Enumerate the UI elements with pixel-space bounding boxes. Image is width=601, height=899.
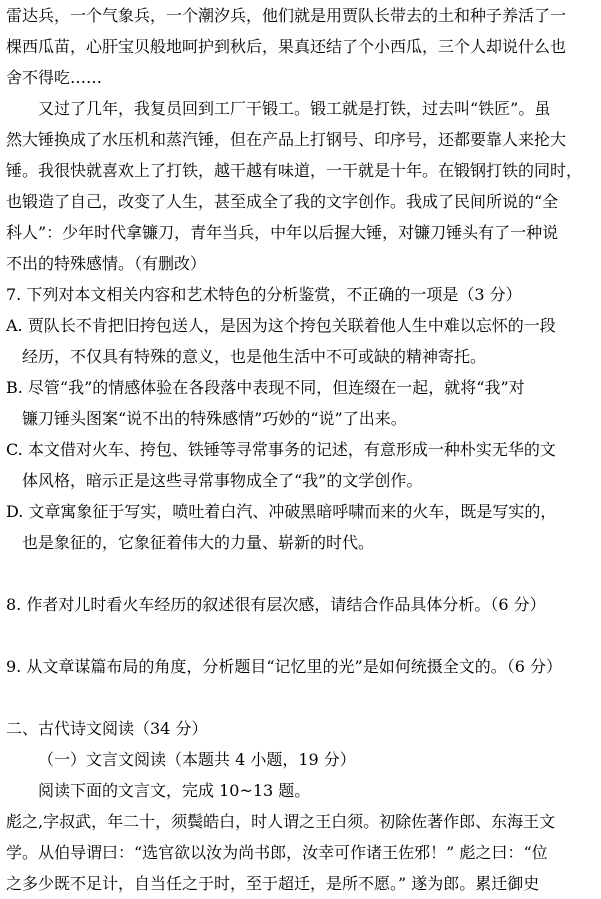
option-b-continued: 镰刀锤头图案“说不出的特殊感情”巧妙的“说”了出来。 [22, 409, 407, 428]
option-a-continued: 经历，不仅具有特殊的意义，也是他生活中不可或缺的精神寄托。 [22, 347, 487, 366]
subsection-heading: （一）文言文阅读（本题共 4 小题，19 分） [38, 750, 356, 769]
section-heading: 二、古代诗文阅读（34 分） [6, 719, 208, 738]
question-8: 8. 作者对儿时看火车经历的叙述很有层次感，请结合作品具体分析。（6 分） [6, 595, 546, 614]
text-line: 舍不得吃…… [6, 68, 103, 87]
question-7: 7. 下列对本文相关内容和艺术特色的分析鉴赏，不正确的一项是（3 分） [6, 285, 522, 304]
classical-text-line: 学。从伯导谓曰：“选官欲以汝为尚书郎，汝幸可作诸王佐邪！” 彪之曰：“位 [6, 843, 548, 862]
classical-text-line: 彪之,字叔武，年二十，须鬓皓白，时人谓之王白须。初除佐著作郎、东海王文 [6, 812, 556, 831]
option-d-continued: 也是象征的，它象征着伟大的力量、崭新的时代。 [22, 533, 375, 552]
text-line: 然大锤换成了水压机和蒸汽锤，但在产品上打钢号、印序号，还都要靠人来抡大 [6, 130, 567, 149]
reading-instruction: 阅读下面的文言文，完成 10~13 题。 [38, 781, 311, 800]
option-c: C. 本文借对火车、挎包、铁锤等寻常事务的记述，有意形成一种朴实无华的文 [6, 440, 556, 459]
option-c-continued: 体风格，暗示正是这些寻常事物成全了“我”的文学创作。 [22, 471, 423, 490]
option-b: B. 尽管“我”的情感体验在各段落中表现不同，但连缀在一起，就将“我”对 [6, 378, 525, 397]
text-line: 科人”：少年时代拿镰刀，青年当兵，中年以后握大锤，对镰刀锤头有了一种说 [6, 223, 559, 242]
text-line: 棵西瓜苗，心肝宝贝般地呵护到秋后，果真还结了个小西瓜，三个人却说什么也 [6, 37, 567, 56]
text-line: 也锻造了自己，改变了人生，甚至成全了我的文字创作。我成了民间所说的“全 [6, 192, 559, 211]
option-d: D. 文章寓象征于写实，喷吐着白汽、冲破黑暗呼啸而来的火车，既是写实的， [6, 502, 557, 521]
classical-text-line: 之多少既不足计，自当任之于时，至于超迁，是所不愿。” 遂为郎。累迁御史 [6, 874, 540, 893]
paragraph-first-line: 又过了几年，我复员回到工厂干锻工。锻工就是打铁，过去叫“铁匠”。虽 [38, 99, 551, 118]
question-9: 9. 从文章谋篇布局的角度，分析题目“记忆里的光”是如何统摄全文的。（6 分） [6, 657, 562, 676]
text-line: 不出的特殊感情。（有删改） [6, 254, 207, 273]
text-line: 雷达兵，一个气象兵，一个潮汐兵，他们就是用贾队长带去的土和种子养活了一 [6, 6, 567, 25]
option-a: A. 贾队长不肯把旧挎包送人，是因为这个挎包关联着他人生中难以忘怀的一段 [6, 316, 556, 335]
text-line: 锤。我很快就喜欢上了打铁，越干越有味道，一干就是十年。在锻钢打铁的同时， [6, 161, 583, 180]
